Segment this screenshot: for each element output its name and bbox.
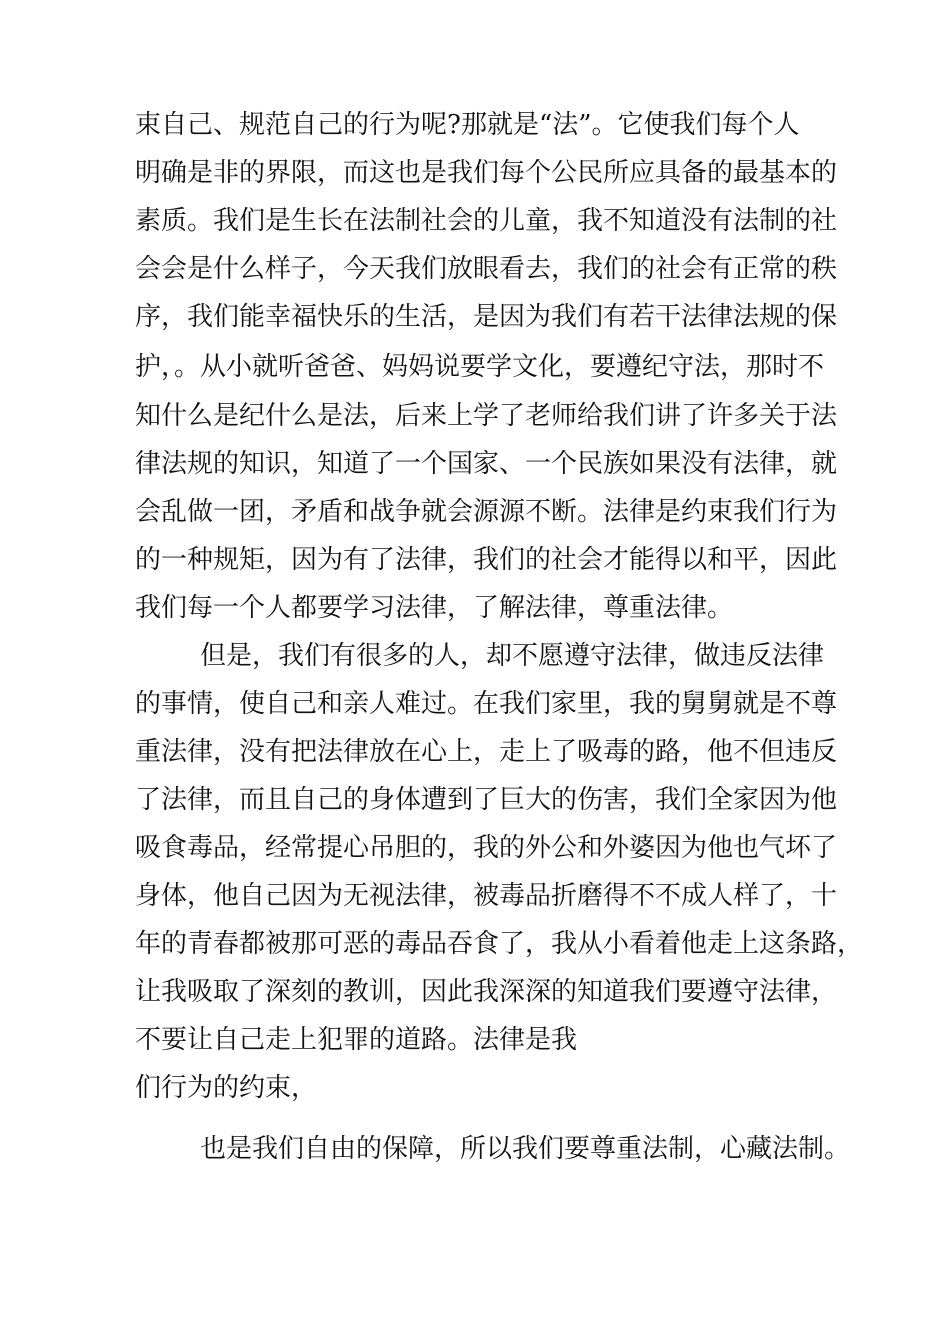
paragraph-first-line: 也是我们自由的保障，所以我们要尊重法制，心藏法制。: [200, 1134, 851, 1164]
text-line: 们行为的约束，: [135, 1073, 318, 1103]
text-line: 序，我们能幸福快乐的生活，是因为我们有若干法律法规的保: [135, 302, 838, 332]
text-line: 束自己、规范自己的行为呢?那就是“法”。它使我们每个人: [135, 110, 800, 140]
text-line: 不要让自己走上犯罪的道路。法律是我: [135, 1025, 578, 1055]
text-line: 护，。从小就听爸爸、妈妈说要学文化，要遵纪守法，那时不: [135, 352, 825, 382]
text-line: 律法规的知识，知道了一个国家、一个民族如果没有法律，就: [135, 449, 838, 479]
text-line: 身体，他自己因为无视法律，被毒品折磨得不不成人样了，十: [135, 881, 838, 911]
text-line: 知什么是纪什么是法，后来上学了老师给我们讲了许多关于法: [135, 401, 838, 431]
paragraph-first-line: 但是，我们有很多的人，却不愿遵守法律，做违反法律: [200, 641, 825, 671]
text-line: 会乱做一团，矛盾和战争就会源源不断。法律是约束我们行为: [135, 497, 838, 527]
text-line: 的事情，使自己和亲人难过。在我们家里，我的舅舅就是不尊: [135, 689, 838, 719]
text-line: 明确是非的界限，而这也是我们每个公民所应具备的最基本的: [135, 158, 838, 188]
text-line: 让我吸取了深刻的教训，因此我深深的知道我们要遵守法律，: [135, 977, 838, 1007]
text-line: 素质。我们是生长在法制社会的儿童，我不知道没有法制的社: [135, 206, 838, 236]
text-line: 年的青春都被那可恶的毒品吞食了，我从小看着他走上这条路，: [135, 929, 864, 959]
text-line: 会会是什么样子，今天我们放眼看去，我们的社会有正常的秩: [135, 254, 838, 284]
text-line: 重法律，没有把法律放在心上，走上了吸毒的路，他不但违反: [135, 737, 838, 767]
text-line: 的一种规矩，因为有了法律，我们的社会才能得以和平，因此: [135, 545, 838, 575]
text-line: 我们每一个人都要学习法律，了解法律，尊重法律。: [135, 593, 734, 623]
text-line: 了法律，而且自己的身体遭到了巨大的伤害，我们全家因为他: [135, 785, 838, 815]
text-line: 吸食毒品，经常提心吊胆的，我的外公和外婆因为他也气坏了: [135, 833, 838, 863]
